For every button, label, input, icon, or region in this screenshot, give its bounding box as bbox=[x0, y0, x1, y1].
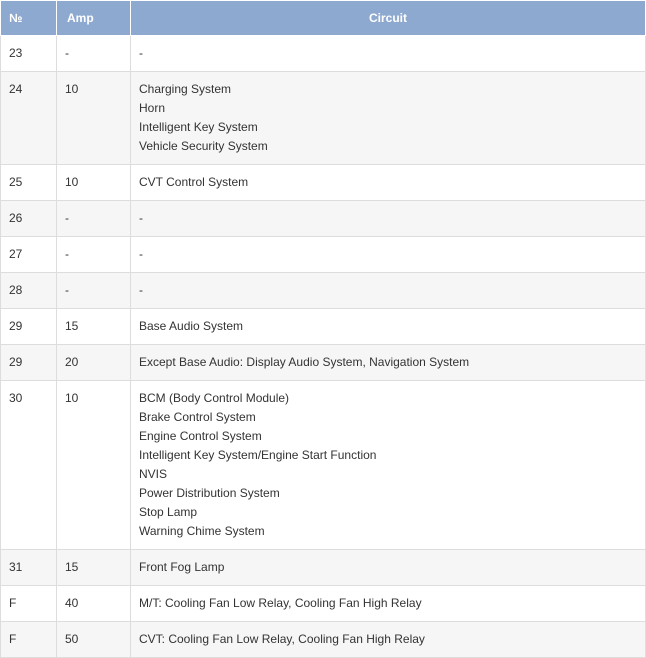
column-header-number: № bbox=[1, 1, 57, 36]
circuit-line: CVT: Cooling Fan Low Relay, Cooling Fan High Relay bbox=[139, 632, 425, 646]
circuit-line: BCM (Body Control Module) bbox=[139, 391, 290, 405]
circuit-line: - bbox=[139, 247, 143, 261]
table-header-row bbox=[1, 1, 646, 36]
cell-fuse-number: F bbox=[1, 622, 57, 658]
cell-fuse-number: F bbox=[1, 586, 57, 622]
cell-amp-rating: - bbox=[57, 237, 131, 273]
cell-fuse-number: 29 bbox=[1, 345, 57, 381]
cell-amp-rating: 10 bbox=[57, 381, 131, 550]
cell-circuit-list bbox=[131, 309, 646, 345]
cell-fuse-number: 28 bbox=[1, 273, 57, 309]
cell-amp-rating: - bbox=[57, 273, 131, 309]
circuit-line: Intelligent Key System bbox=[139, 120, 258, 134]
circuit-line: Stop Lamp bbox=[139, 505, 198, 519]
circuit-line: Except Base Audio: Display Audio System, Navigation System bbox=[139, 355, 470, 369]
cell-circuit-list bbox=[131, 201, 646, 237]
cell-fuse-number: 31 bbox=[1, 550, 57, 586]
cell-amp-rating: - bbox=[57, 36, 131, 72]
table-row bbox=[1, 622, 646, 658]
table-row bbox=[1, 237, 646, 273]
cell-circuit-list bbox=[131, 586, 646, 622]
circuit-line: - bbox=[139, 283, 143, 297]
table-row bbox=[1, 381, 646, 550]
circuit-line: NVIS bbox=[139, 467, 168, 481]
circuit-line: - bbox=[139, 211, 143, 225]
circuit-line: - bbox=[139, 46, 143, 60]
table-row bbox=[1, 273, 646, 309]
circuit-line: Charging System bbox=[139, 82, 232, 96]
table-row bbox=[1, 586, 646, 622]
cell-fuse-number: 23 bbox=[1, 36, 57, 72]
circuit-line: Horn bbox=[139, 101, 166, 115]
table-header bbox=[1, 1, 646, 36]
cell-fuse-number: 29 bbox=[1, 309, 57, 345]
table-row bbox=[1, 165, 646, 201]
cell-amp-rating: 50 bbox=[57, 622, 131, 658]
cell-fuse-number: 25 bbox=[1, 165, 57, 201]
circuit-line: Base Audio System bbox=[139, 319, 244, 333]
cell-amp-rating: - bbox=[57, 201, 131, 237]
cell-amp-rating: 20 bbox=[57, 345, 131, 381]
circuit-line: Intelligent Key System/Engine Start Function bbox=[139, 448, 377, 462]
cell-amp-rating: 15 bbox=[57, 309, 131, 345]
cell-circuit-list bbox=[131, 273, 646, 309]
column-header-circuit: Circuit bbox=[131, 1, 646, 36]
cell-amp-rating: 10 bbox=[57, 165, 131, 201]
table-row bbox=[1, 309, 646, 345]
cell-amp-rating: 15 bbox=[57, 550, 131, 586]
cell-circuit-list bbox=[131, 237, 646, 273]
cell-circuit-list bbox=[131, 622, 646, 658]
cell-circuit-list bbox=[131, 550, 646, 586]
circuit-line: Power Distribution System bbox=[139, 486, 280, 500]
table-row bbox=[1, 201, 646, 237]
table-row bbox=[1, 72, 646, 165]
cell-circuit-list bbox=[131, 381, 646, 550]
circuit-line: Vehicle Security System bbox=[139, 139, 268, 153]
cell-amp-rating: 40 bbox=[57, 586, 131, 622]
circuit-line: Front Fog Lamp bbox=[139, 560, 225, 574]
cell-fuse-number: 26 bbox=[1, 201, 57, 237]
circuit-line: Warning Chime System bbox=[139, 524, 265, 538]
cell-fuse-number: 27 bbox=[1, 237, 57, 273]
cell-circuit-list bbox=[131, 72, 646, 165]
cell-fuse-number: 30 bbox=[1, 381, 57, 550]
column-header-amp: Amp bbox=[57, 1, 131, 36]
cell-circuit-list bbox=[131, 165, 646, 201]
table-row bbox=[1, 36, 646, 72]
cell-amp-rating: 10 bbox=[57, 72, 131, 165]
cell-circuit-list bbox=[131, 345, 646, 381]
circuit-line: Engine Control System bbox=[139, 429, 262, 443]
cell-circuit-list bbox=[131, 36, 646, 72]
table-body bbox=[1, 36, 646, 658]
table-row bbox=[1, 550, 646, 586]
circuit-line: M/T: Cooling Fan Low Relay, Cooling Fan High Relay bbox=[139, 596, 422, 610]
table-row bbox=[1, 345, 646, 381]
circuit-line: Brake Control System bbox=[139, 410, 256, 424]
cell-fuse-number: 24 bbox=[1, 72, 57, 165]
circuit-line: CVT Control System bbox=[139, 175, 249, 189]
